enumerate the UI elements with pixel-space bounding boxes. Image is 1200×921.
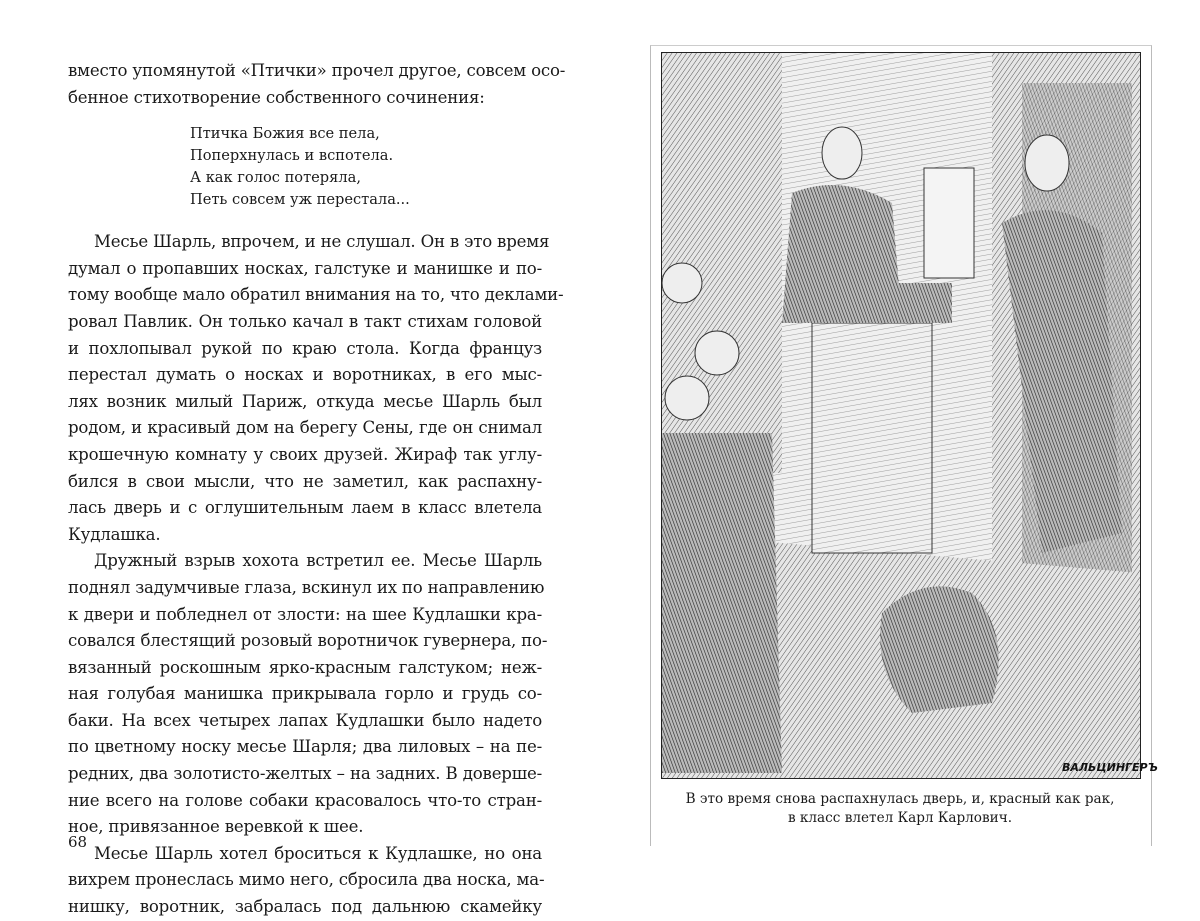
text-line: вихрем пронеслась мимо него, сбросила два носка, ма-	[68, 870, 545, 890]
text-line: лях возник милый Париж, откуда месье Шарль был	[68, 391, 542, 411]
text-line: ная голубая манишка прикрывала горло и грудь со-	[68, 684, 542, 704]
poem	[190, 123, 542, 211]
poem-line: Поперхнулась и вспотела.	[190, 147, 394, 165]
text-line: Месье Шарль, впрочем, и не слушал. Он в это время	[94, 232, 550, 252]
text-line: редних, два золотисто-желтых – на задних. В доверше-	[68, 764, 542, 784]
text-line: вместо упомянутой «Птички» прочел другое, совсем осо-	[68, 61, 566, 80]
text-line: тому вообще мало обратил внимания на то, что деклами-	[68, 285, 564, 305]
illustration-caption	[660, 790, 1140, 828]
text-line: вязанный роскошным ярко-красным галстуком; неж-	[68, 657, 542, 677]
page-number: 68	[68, 833, 88, 851]
poem-line: Птичка Божия все пела,	[190, 125, 380, 143]
text-line: баки. На всех четырех лапах Кудлашки было надето	[68, 710, 542, 730]
text-line: ние всего на голове собаки красовалось что-то стран-	[68, 790, 542, 810]
text-line: Месье Шарль хотел броситься к Кудлашке, но она	[94, 843, 542, 863]
text-line: к двери и побледнел от злости: на шее Кудлашки кра-	[68, 604, 542, 624]
poem-line: А как голос потеряла,	[190, 169, 361, 187]
text-line: бенное стихотворение собственного сочинения:	[68, 87, 485, 107]
poem-line: Петь совсем уж перестала...	[190, 191, 410, 209]
text-line: думал о пропавших носках, галстуке и манишке и по-	[68, 258, 542, 278]
text-line: Дружный взрыв хохота встретил ее. Месье Шарль	[94, 551, 542, 571]
text-line: совался блестящий розовый воротничок гувернера, по-	[68, 631, 548, 651]
text-line: лась дверь и с оглушительным лаем в класс влетела	[68, 498, 542, 518]
text-line: и похлопывал рукой по краю стола. Когда француз	[68, 338, 542, 358]
text-line: ровал Павлик. Он только качал в такт стихам головой	[68, 311, 542, 331]
text-line: Кудлашка.	[68, 524, 161, 544]
paragraph-3	[68, 841, 545, 921]
left-page-text	[68, 58, 566, 921]
text-line: ное, привязанное веревкой к шее.	[68, 817, 364, 837]
text-line: бился в свои мысли, что не заметил, как распахну-	[68, 471, 542, 491]
text-line: поднял задумчивые глаза, вскинул их по направлению	[68, 577, 545, 597]
paragraph-1	[68, 229, 564, 548]
text-line: крошечную комнату у своих друзей. Жираф так углу-	[68, 444, 542, 464]
text-line: родом, и красивый дом на берегу Сены, где он снимал	[68, 418, 542, 438]
classroom-engraving	[662, 53, 1158, 778]
caption-line: в класс влетел Карл Карлович.	[787, 810, 1013, 826]
illustration-signature: ВАЛЬЦИНГЕРЪ	[1062, 761, 1158, 774]
text-line: нишку, воротник, забралась под дальнюю скамейку	[68, 897, 542, 917]
paragraph-2	[68, 548, 548, 841]
caption-line: В это время снова распахнулась дверь, и, красный как рак,	[685, 791, 1115, 807]
intro-lines	[68, 58, 566, 111]
illustration	[661, 52, 1158, 779]
text-line: по цветному носку месье Шарля; два лиловых – на пе-	[68, 737, 542, 757]
text-line: перестал думать о носках и воротниках, в его мыс-	[68, 365, 542, 385]
